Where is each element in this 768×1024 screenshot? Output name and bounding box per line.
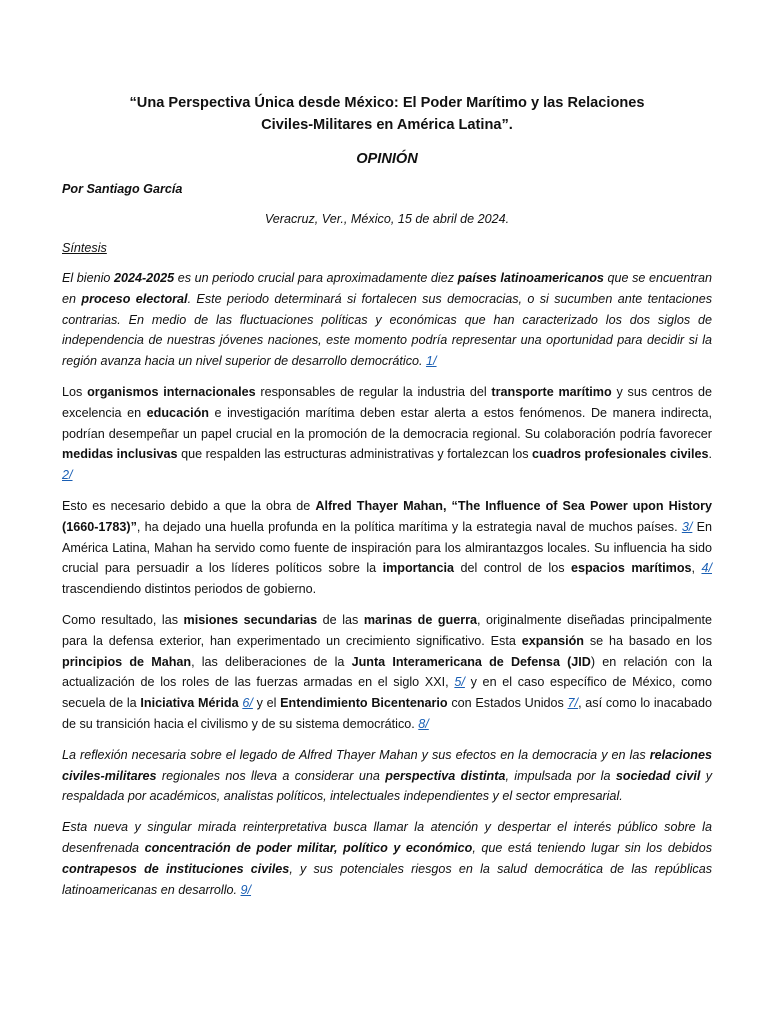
bold-text: educación xyxy=(146,405,209,420)
bold-text: proceso electoral xyxy=(81,291,188,306)
footnote-ref-link[interactable]: 8/ xyxy=(418,716,429,731)
bold-text: transporte marítimo xyxy=(491,384,612,399)
footnote-ref-link[interactable]: 2/ xyxy=(62,468,73,483)
text-run: . xyxy=(708,447,712,462)
footnote-ref-link[interactable]: 7/ xyxy=(567,696,579,711)
footnote-ref-link[interactable]: 3/ xyxy=(681,519,693,534)
text-run: , xyxy=(691,561,702,576)
bold-text: espacios marítimos xyxy=(570,561,692,576)
bold-text: expansión xyxy=(521,633,584,648)
paragraph xyxy=(62,610,712,735)
text-run: , y sus potenciales riesgos en la salud democrática de las repúblicas latinoamericanas en desarrollo. xyxy=(62,861,713,897)
text-run: y sus centros de excelencia en xyxy=(62,384,712,420)
text-run: que respalden las estructuras administrativas y fortalezcan los xyxy=(177,447,533,462)
bold-text: sociedad civil xyxy=(615,768,701,783)
text-run: responsables de regular la industria del xyxy=(255,384,492,399)
article-body xyxy=(62,268,712,900)
bold-text: países latinoamericanos xyxy=(457,271,604,285)
text-run: que se encuentran en xyxy=(62,271,712,306)
footnote-ref-link[interactable]: 9/ xyxy=(240,882,252,897)
paragraph xyxy=(62,268,712,372)
bold-text: misiones secundarias xyxy=(183,612,318,627)
text-run: de las xyxy=(317,612,364,627)
author-byline: Por Santiago García xyxy=(62,182,183,196)
paragraph xyxy=(62,817,712,900)
bold-text: 2024-2025 xyxy=(113,271,175,285)
text-run: y respaldada por académicos, analistas políticos, intelectuales independientes y el sector empresarial. xyxy=(62,768,712,804)
text-run: del control de los xyxy=(453,561,571,576)
text-run: Esto es necesario debido a que la obra de xyxy=(62,498,316,513)
text-run: trascendiendo distintos periodos de gobierno. xyxy=(62,582,317,597)
text-run: Como resultado, las xyxy=(62,612,184,627)
bold-text: Iniciativa Mérida xyxy=(140,696,239,711)
bold-text: principios de Mahan xyxy=(62,654,192,669)
footnote-ref-link[interactable]: 1/ xyxy=(426,354,437,369)
text-run: , que está teniendo lugar sin los debidos xyxy=(472,840,712,855)
place-date: Veracruz, Ver., México, 15 de abril de 2024. xyxy=(264,212,510,226)
footnote-ref-link[interactable]: 4/ xyxy=(701,561,712,576)
text-run: , impulsada por la xyxy=(505,768,616,783)
text-run: En América Latina, Mahan ha servido como fuente de inspiración para los almirantazgos locales. Su influencia ha sido crucial para persuadir a los líderes políticos sobre la xyxy=(62,519,713,576)
text-run: , así como lo inacabado de su transición hacia el civilismo y de su sistema democrático. xyxy=(62,696,712,731)
text-run: , originalmente diseñadas principalmente para la defensa exterior, han experimentado un crecimiento significativo. Esta xyxy=(62,612,713,648)
bold-text: relaciones civiles-militares xyxy=(62,747,712,783)
bold-text: cuadros profesionales civiles xyxy=(532,447,709,462)
footnote-ref-link[interactable]: 6/ xyxy=(242,696,253,711)
document-page xyxy=(62,92,712,900)
text-run: . Este periodo determinará si fortalecen sus democracias, o si sucumben ante tentaciones contrarias. En medio de las fluctuaciones políticas y económicas que han caracterizado los dos siglos de independencia de nuestras jóvenes naciones, este momento podría representar una oportunidad para decidir si la región avanza hacia un nivel superior de desarrollo democrático. xyxy=(62,291,712,369)
section-label: OPINIÓN xyxy=(356,151,418,167)
text-run: e investigación marítima deben estar alerta a estos fenómenos. De manera indirecta, podrían desempeñar un papel crucial en la promoción de la democracia regional. Su colaboración podría favorecer xyxy=(62,405,712,441)
footnote-ref-link[interactable]: 5/ xyxy=(454,675,465,690)
bold-text: marinas de guerra xyxy=(363,612,478,627)
paragraph xyxy=(62,496,712,600)
text-run: ) en relación con la actualización de los roles de las fuerzas armadas en el siglo XXI, xyxy=(62,654,712,690)
text-run: se ha basado en los xyxy=(583,633,712,648)
text-run: La reflexión necesaria sobre el legado de Alfred Thayer Mahan y sus efectos en la democracia y en las xyxy=(62,747,650,762)
bold-text: importancia xyxy=(382,561,454,576)
bold-text: perspectiva distinta xyxy=(385,768,506,783)
bold-text: contrapesos de instituciones civiles xyxy=(62,861,290,876)
text-run: y en el caso específico de México, como secuela de la xyxy=(62,675,712,711)
bold-text: Alfred Thayer Mahan, “The Influence of Sea Power upon History (1660-1783)” xyxy=(62,498,713,534)
text-run: y el xyxy=(252,696,281,711)
text-run: El bienio xyxy=(62,271,114,285)
text-run: con Estados Unidos xyxy=(447,696,568,711)
bold-text: medidas inclusivas xyxy=(62,447,178,462)
paragraph xyxy=(62,745,712,807)
bold-text: organismos internacionales xyxy=(87,384,256,399)
text-run: es un periodo crucial para aproximadamente diez xyxy=(174,271,458,285)
paragraph xyxy=(62,382,712,486)
bold-text: concentración de poder militar, político y económico xyxy=(144,840,473,855)
document-title: “Una Perspectiva Única desde México: El Poder Marítimo y las Relaciones Civiles-Militares en América Latina”. xyxy=(129,95,645,133)
synthesis-heading: Síntesis xyxy=(62,241,107,255)
bold-text: Entendimiento Bicentenario xyxy=(280,696,448,711)
text-run: Los xyxy=(62,384,88,399)
text-run: , las deliberaciones de la xyxy=(191,654,352,669)
text-run: , ha dejado una huella profunda en la política marítima y la estrategia naval de muchos países. xyxy=(136,519,682,534)
text-run: regionales nos lleva a considerar una xyxy=(156,768,386,783)
bold-text: Junta Interamericana de Defensa (JID xyxy=(351,654,591,669)
text-run: Esta nueva y singular mirada reinterpretativa busca llamar la atención y despertar el interés público sobre la desenfrenada xyxy=(62,820,712,855)
